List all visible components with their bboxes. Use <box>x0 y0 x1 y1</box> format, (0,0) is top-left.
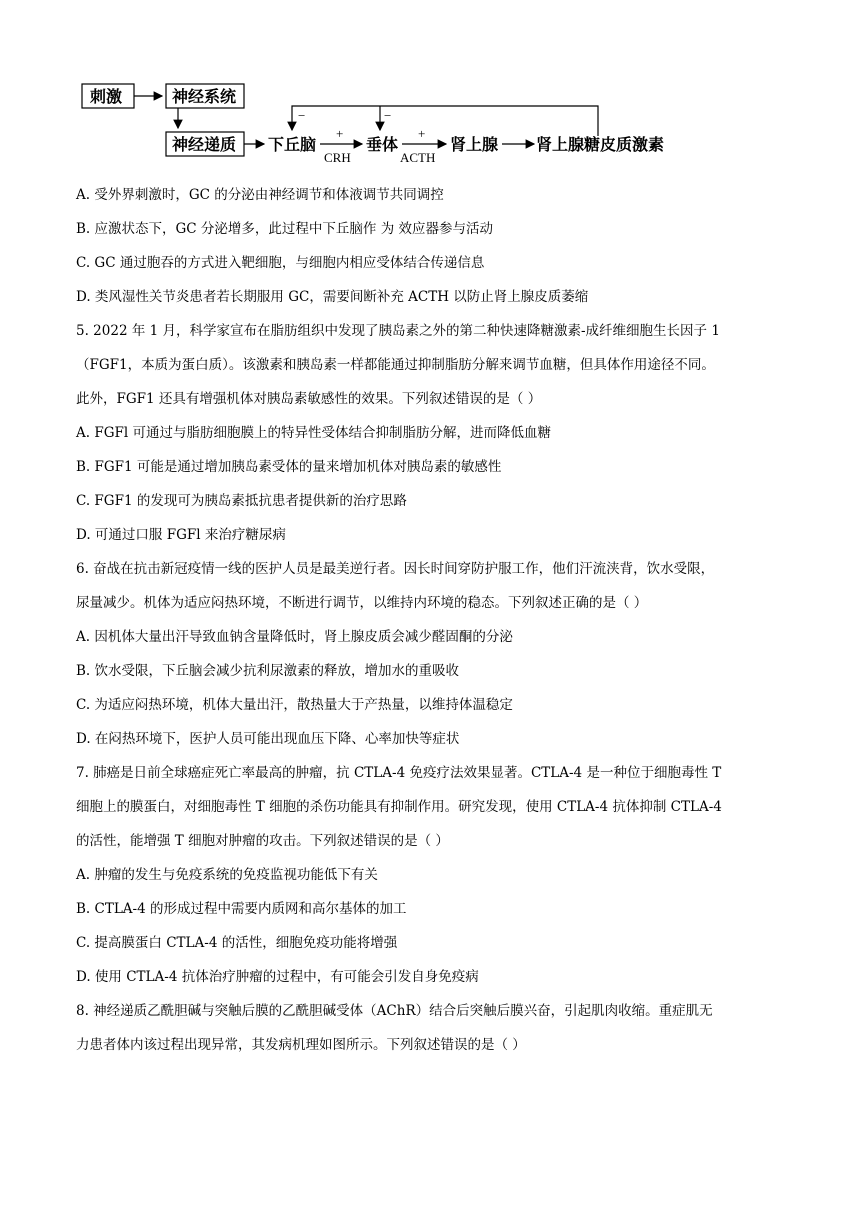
q7-stem-line-1: 7. 肺癌是日前全球癌症死亡率最高的肿瘤，抗 CTLA-4 免疫疗法效果显著。CTLA-4 是一种位于细胞毒性 T <box>76 765 722 781</box>
q5-stem-line-1: 5. 2022 年 1 月，科学家宣布在脂肪组织中发现了胰岛素之外的第二种快速降糖激素-成纤维细胞生长因子 1 <box>76 323 720 339</box>
q4-option-c: C. GC 通过胞吞的方式进入靶细胞，与细胞内相应受体结合传递信息 <box>76 255 485 271</box>
pituitary-label: 垂体 <box>366 135 399 154</box>
q7-option-a: A. 肿瘤的发生与免疫系统的免疫监视功能低下有关 <box>76 867 378 883</box>
q4-option-d: D. 类风湿性关节炎患者若长期服用 GC，需要间断补充 ACTH 以防止肾上腺皮质萎缩 <box>76 289 589 305</box>
acth-plus-sign: + <box>418 126 426 141</box>
q6-option-b: B. 饮水受限，下丘脑会减少抗利尿激素的释放，增加水的重吸收 <box>76 663 460 679</box>
q7-option-c: C. 提高膜蛋白 CTLA-4 的活性，细胞免疫功能将增强 <box>76 935 398 951</box>
q5-option-a: A. FGFl 可通过与脂肪细胞膜上的特异性受体结合抑制脂肪分解，进而降低血糖 <box>76 425 551 441</box>
q7-stem-line-3: 的活性，能增强 T 细胞对肿瘤的攻击。下列叙述错误的是（ ） <box>76 833 449 849</box>
q5-option-b: B. FGF1 可能是通过增加胰岛素受体的量来增加机体对胰岛素的敏感性 <box>76 459 502 475</box>
neurotransmitter-label: 神经递质 <box>172 135 237 154</box>
stimulus-label: 刺激 <box>90 87 123 106</box>
q4-option-a: A. 受外界刺激时，GC 的分泌由神经调节和体液调节共同调控 <box>76 187 444 203</box>
acth-label: ACTH <box>400 150 436 165</box>
q6-stem-line-2: 尿量减少。机体为适应闷热环境，不断进行调节，以维持内环境的稳态。下列叙述正确的是（ ） <box>76 595 648 611</box>
q5-option-d: D. 可通过口服 FGFl 来治疗糖尿病 <box>76 527 286 543</box>
q4-option-b: B. 应激状态下，GC 分泌增多，此过程中下丘脑作 为 效应器参与活动 <box>76 221 493 237</box>
q5-stem-line-3: 此外，FGF1 还具有增强机体对胰岛素敏感性的效果。下列叙述错误的是（ ） <box>76 391 542 407</box>
q5-option-c: C. FGF1 的发现可为胰岛素抵抗患者提供新的治疗思路 <box>76 493 407 509</box>
q6-stem-line-1: 6. 奋战在抗击新冠疫情一线的医护人员是最美逆行者。因长时间穿防护服工作，他们汗流浃背，饮水受限， <box>76 561 715 577</box>
adrenal-label: 肾上腺 <box>450 135 499 154</box>
q8-stem-line-1: 8. 神经递质乙酰胆碱与突触后膜的乙酰胆碱受体（AChR）结合后突触后膜兴奋，引起肌肉收缩。重症肌无 <box>76 1003 713 1019</box>
glucocorticoid-label: 肾上腺糖皮质激素 <box>536 135 665 154</box>
q7-option-d: D. 使用 CTLA-4 抗体治疗肿瘤的过程中，有可能会引发自身免疫病 <box>76 969 479 985</box>
q8-stem-line-2: 力患者体内该过程出现异常，其发病机理如图所示。下列叙述错误的是（ ） <box>76 1037 526 1053</box>
q7-option-b: B. CTLA-4 的形成过程中需要内质网和高尔基体的加工 <box>76 901 407 917</box>
feedback-minus-hypothalamus: − <box>298 108 306 123</box>
q6-option-a: A. 因机体大量出汗导致血钠含量降低时，肾上腺皮质会减少醛固酮的分泌 <box>76 629 513 645</box>
crh-plus-sign: + <box>336 126 344 141</box>
hpa-axis-diagram <box>78 78 678 168</box>
feedback-minus-pituitary: − <box>384 108 392 123</box>
q6-option-d: D. 在闷热环境下，医护人员可能出现血压下降、心率加快等症状 <box>76 731 460 747</box>
hypothalamus-label: 下丘脑 <box>268 135 317 154</box>
crh-label: CRH <box>324 150 351 165</box>
q7-stem-line-2: 细胞上的膜蛋白，对细胞毒性 T 细胞的杀伤功能具有抑制作用。研究发现，使用 CTLA-4 抗体抑制 CTLA-4 <box>76 799 722 815</box>
q6-option-c: C. 为适应闷热环境，机体大量出汗，散热量大于产热量，以维持体温稳定 <box>76 697 513 713</box>
nervous-system-label: 神经系统 <box>172 87 237 106</box>
q5-stem-line-2: （FGF1，本质为蛋白质）。该激素和胰岛素一样都能通过抑制脂肪分解来调节血糖，但具体作用途径不同。 <box>76 357 715 373</box>
